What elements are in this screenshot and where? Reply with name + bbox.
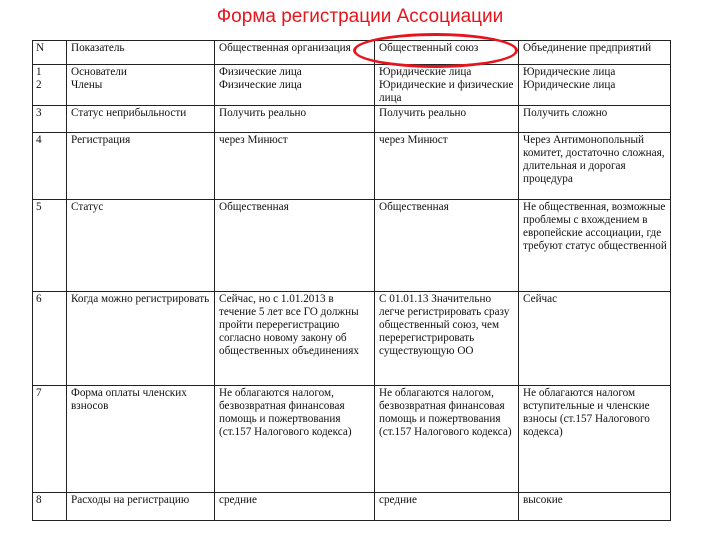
header-public-union: Общественный союз xyxy=(375,41,519,65)
cell-public-organization: Получить реально xyxy=(215,106,375,133)
cell-enterprise-association: Получить сложно xyxy=(519,106,671,133)
cell-public-union: Общественная xyxy=(375,200,519,292)
table-row xyxy=(33,133,671,200)
cell-public-union: Получить реально xyxy=(375,106,519,133)
cell-public-organization: Общественная xyxy=(215,200,375,292)
cell-indicator: Когда можно регистрировать xyxy=(67,292,215,386)
cell-number: 1 2 xyxy=(33,65,67,106)
cell-enterprise-association: Не облагаются налогом вступительные и членские взносы (ст.157 Налогового кодекса) xyxy=(519,386,671,493)
cell-public-union: средние xyxy=(375,493,519,521)
cell-indicator: Регистрация xyxy=(67,133,215,200)
cell-public-union: Не облагаются налогом, безвозвратная финансовая помощь и пожертвования (ст.157 Налогового кодекса) xyxy=(375,386,519,493)
cell-number: 6 xyxy=(33,292,67,386)
table-row xyxy=(33,292,671,386)
table-row xyxy=(33,106,671,133)
cell-public-union: С 01.01.13 Значительно легче регистрировать сразу общественный союз, чем перерегистрировать существующую ОО xyxy=(375,292,519,386)
cell-number: 3 xyxy=(33,106,67,133)
cell-public-organization: Физические лица Физические лица xyxy=(215,65,375,106)
table-row xyxy=(33,200,671,292)
table-row xyxy=(33,493,671,521)
cell-enterprise-association: высокие xyxy=(519,493,671,521)
cell-public-union: Юридические лица Юридические и физические лица xyxy=(375,65,519,106)
slide-title: Форма регистрации Ассоциации xyxy=(216,6,504,27)
cell-enterprise-association: Сейчас xyxy=(519,292,671,386)
table-row xyxy=(33,65,671,106)
table-header-row xyxy=(33,41,671,65)
cell-public-organization: средние xyxy=(215,493,375,521)
cell-indicator: Статус неприбыльности xyxy=(67,106,215,133)
header-indicator: Показатель xyxy=(67,41,215,65)
comparison-table xyxy=(32,40,671,521)
cell-indicator: Основатели Члены xyxy=(67,65,215,106)
cell-enterprise-association: Не общественная, возможные проблемы с вхождением в европейские ассоциации, где требуют статус общественной xyxy=(519,200,671,292)
cell-number: 4 xyxy=(33,133,67,200)
cell-indicator: Статус xyxy=(67,200,215,292)
header-number: N xyxy=(33,41,67,65)
cell-indicator: Форма оплаты членских взносов xyxy=(67,386,215,493)
header-public-organization: Общественная организация xyxy=(215,41,375,65)
cell-number: 8 xyxy=(33,493,67,521)
cell-public-organization: Не облагаются налогом, безвозвратная финансовая помощь и пожертвования (ст.157 Налогового кодекса) xyxy=(215,386,375,493)
cell-enterprise-association: Через Антимонопольный комитет, достаточно сложная, длительная и дорогая процедура xyxy=(519,133,671,200)
cell-public-organization: через Минюст xyxy=(215,133,375,200)
table-row xyxy=(33,386,671,493)
cell-public-organization: Сейчас, но с 1.01.2013 в течение 5 лет все ГО должны пройти перерегистрацию согласно новому закону об общественных объединениях xyxy=(215,292,375,386)
cell-enterprise-association: Юридические лица Юридические лица xyxy=(519,65,671,106)
cell-number: 5 xyxy=(33,200,67,292)
header-enterprise-association: Объединение предприятий xyxy=(519,41,671,65)
cell-indicator: Расходы на регистрацию xyxy=(67,493,215,521)
cell-number: 7 xyxy=(33,386,67,493)
cell-public-union: через Минюст xyxy=(375,133,519,200)
